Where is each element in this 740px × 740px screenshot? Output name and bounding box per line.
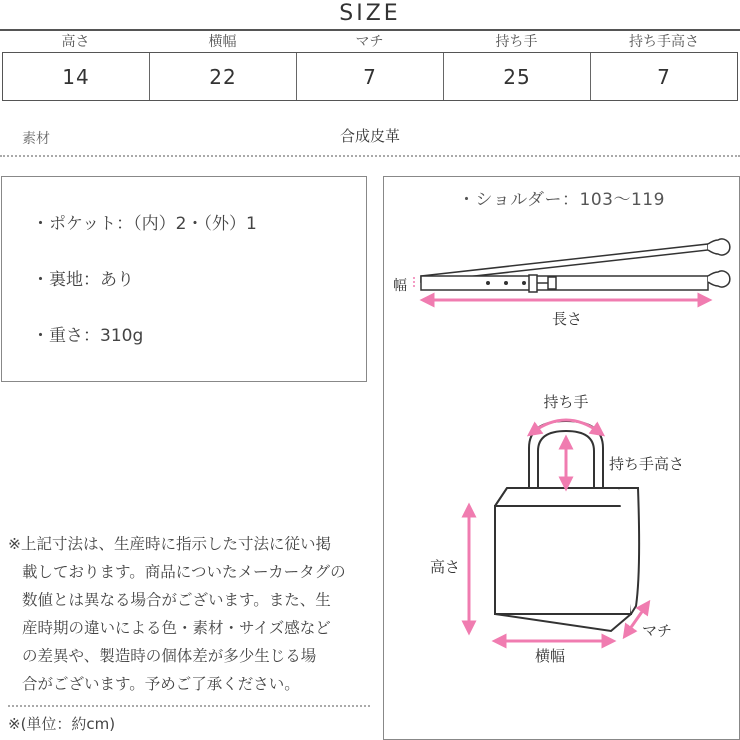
detail-pockets: ・ポケット：（内）2・（外）1	[32, 214, 257, 234]
page-title: SIZE	[339, 1, 401, 26]
note-line: 合がございます。予めご了承ください。	[22, 675, 300, 693]
note-line: ※上記寸法は、生産時に指示した寸法に従い掲	[8, 535, 331, 553]
value-height: 14	[3, 53, 150, 100]
notes-block	[8, 530, 370, 698]
material-value: 合成皮革	[339, 127, 400, 145]
header-handle-height: 持ち手高さ	[629, 34, 699, 50]
note-line: 載しております。商品についたメーカータグの	[22, 563, 346, 581]
unit-note: ※(単位：約cm)	[8, 715, 116, 733]
value-width: 22	[150, 53, 297, 100]
value-handle-height: 7	[657, 64, 671, 89]
header-handle: 持ち手	[495, 34, 538, 50]
strap-length-label: 長さ	[551, 310, 583, 328]
detail-lining: ・裏地：あり	[32, 270, 134, 290]
handle-label: 持ち手	[543, 393, 589, 411]
material-label: 素材	[22, 131, 50, 147]
title-divider	[0, 29, 740, 31]
shoulder-strap-length: ・ショルダー：103〜119	[458, 190, 665, 210]
value-handle: 25	[444, 53, 591, 100]
value-gusset: 7	[297, 53, 444, 100]
height-label: 高さ	[430, 558, 461, 576]
note-line: の差異や、製造時の個体差が多少生じる場	[22, 647, 317, 665]
notes-divider	[8, 705, 370, 707]
details-box	[1, 176, 367, 382]
strap-width-label: 幅	[393, 278, 407, 294]
header-height: 高さ	[61, 34, 90, 50]
strap-illustration	[421, 239, 730, 292]
gusset-label: マチ	[642, 622, 673, 640]
note-line: 産時期の違いによる色・素材・サイズ感など	[22, 619, 331, 637]
header-width: 横幅	[208, 34, 237, 50]
size-table	[2, 52, 738, 101]
detail-weight: ・重さ：310g	[32, 326, 144, 346]
handle-height-label: 持ち手高さ	[609, 455, 685, 473]
width-label: 横幅	[534, 647, 566, 665]
note-line: 数値とは異なる場合がございます。また、生	[22, 591, 331, 609]
dotted-divider	[0, 155, 740, 157]
header-gusset: マチ	[355, 34, 384, 50]
bag-diagram	[383, 176, 740, 740]
